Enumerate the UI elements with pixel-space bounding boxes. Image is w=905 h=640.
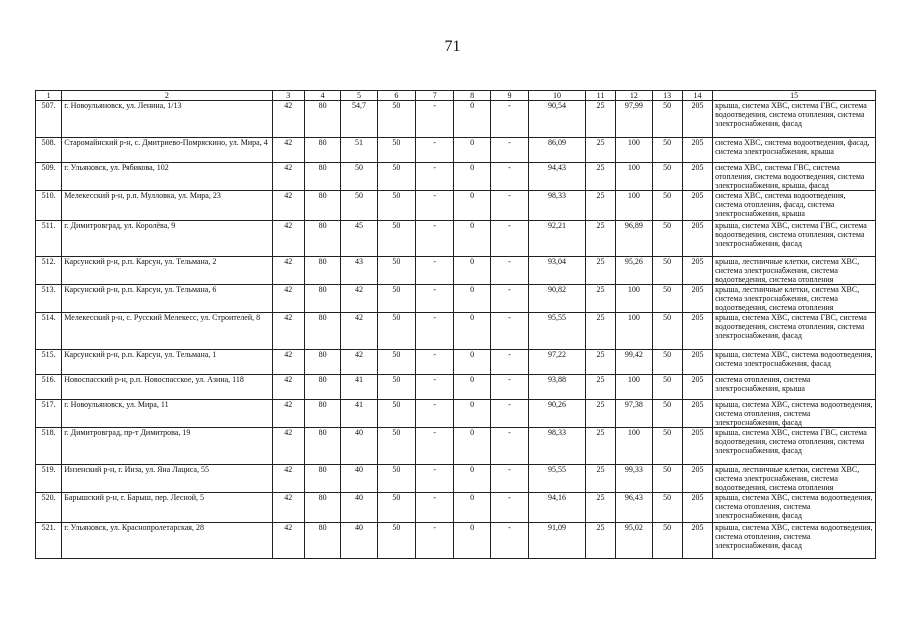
value-cell-c3: 42 xyxy=(272,191,304,221)
value-cell-c4: 80 xyxy=(304,191,340,221)
value-cell-c4: 80 xyxy=(304,138,340,163)
address-cell: г. Новоульяновск, ул. Мира, 11 xyxy=(62,400,272,428)
row-number: 507. xyxy=(36,101,62,138)
value-cell-c7: - xyxy=(416,313,454,350)
row-number: 512. xyxy=(36,257,62,285)
row-number: 517. xyxy=(36,400,62,428)
address-cell: Старомайнский р-н, с. Дмитриево-Помряскино, ул. Мира, 4 xyxy=(62,138,272,163)
value-cell-c10: 90,54 xyxy=(529,101,586,138)
value-cell-c10: 93,04 xyxy=(529,257,586,285)
value-cell-c4: 80 xyxy=(304,257,340,285)
value-cell-c4: 80 xyxy=(304,400,340,428)
value-cell-c6: 50 xyxy=(377,313,415,350)
value-cell-c9: - xyxy=(490,163,528,191)
row-number: 514. xyxy=(36,313,62,350)
value-cell-c9: - xyxy=(490,350,528,375)
value-cell-c3: 42 xyxy=(272,493,304,523)
value-cell-c10: 98,33 xyxy=(529,191,586,221)
value-cell-c13: 50 xyxy=(652,400,682,428)
column-header-9: 9 xyxy=(490,91,528,101)
value-cell-c5: 45 xyxy=(341,221,377,257)
value-cell-c4: 80 xyxy=(304,523,340,559)
value-cell-c11: 25 xyxy=(585,350,615,375)
value-cell-c9: - xyxy=(490,101,528,138)
value-cell-c14: 205 xyxy=(682,101,712,138)
column-header-5: 5 xyxy=(341,91,377,101)
value-cell-c10: 94,16 xyxy=(529,493,586,523)
value-cell-c7: - xyxy=(416,375,454,400)
value-cell-c6: 50 xyxy=(377,465,415,493)
value-cell-c5: 50 xyxy=(341,163,377,191)
value-cell-c10: 91,09 xyxy=(529,523,586,559)
value-cell-c3: 42 xyxy=(272,257,304,285)
value-cell-c5: 41 xyxy=(341,400,377,428)
column-header-6: 6 xyxy=(377,91,415,101)
value-cell-c13: 50 xyxy=(652,313,682,350)
value-cell-c13: 50 xyxy=(652,191,682,221)
column-header-13: 13 xyxy=(652,91,682,101)
value-cell-c5: 51 xyxy=(341,138,377,163)
value-cell-c9: - xyxy=(490,257,528,285)
value-cell-c8: 0 xyxy=(454,138,490,163)
value-cell-c14: 205 xyxy=(682,191,712,221)
value-cell-c11: 25 xyxy=(585,428,615,465)
value-cell-c12: 100 xyxy=(616,138,652,163)
table-row xyxy=(36,465,876,493)
table-row xyxy=(36,313,876,350)
value-cell-c6: 50 xyxy=(377,375,415,400)
works-cell: крыша, система ХВС, система водоотведения, система отопления, система электроснабжения, фасад xyxy=(713,400,876,428)
value-cell-c13: 50 xyxy=(652,350,682,375)
value-cell-c3: 42 xyxy=(272,428,304,465)
value-cell-c14: 205 xyxy=(682,257,712,285)
address-cell: Мелекесский р-н, с. Русский Мелекесс, ул. Строителей, 8 xyxy=(62,313,272,350)
value-cell-c11: 25 xyxy=(585,313,615,350)
works-cell: система ХВС, система водоотведения, система отопления, фасад, система электроснабжения, крыша xyxy=(713,191,876,221)
table-row xyxy=(36,101,876,138)
column-header-4: 4 xyxy=(304,91,340,101)
value-cell-c8: 0 xyxy=(454,285,490,313)
address-cell: Новоспасский р-н, р.п. Новоспасское, ул. Азина, 118 xyxy=(62,375,272,400)
value-cell-c11: 25 xyxy=(585,375,615,400)
value-cell-c8: 0 xyxy=(454,257,490,285)
column-header-1: 1 xyxy=(36,91,62,101)
column-header-8: 8 xyxy=(454,91,490,101)
value-cell-c4: 80 xyxy=(304,465,340,493)
value-cell-c6: 50 xyxy=(377,221,415,257)
value-cell-c6: 50 xyxy=(377,493,415,523)
value-cell-c7: - xyxy=(416,285,454,313)
value-cell-c11: 25 xyxy=(585,285,615,313)
row-number: 511. xyxy=(36,221,62,257)
address-cell: г. Димитровград, пр-т Димитрова, 19 xyxy=(62,428,272,465)
value-cell-c4: 80 xyxy=(304,350,340,375)
value-cell-c10: 92,21 xyxy=(529,221,586,257)
value-cell-c5: 42 xyxy=(341,285,377,313)
value-cell-c13: 50 xyxy=(652,523,682,559)
value-cell-c11: 25 xyxy=(585,493,615,523)
page-number: 71 xyxy=(444,38,461,55)
value-cell-c4: 80 xyxy=(304,493,340,523)
value-cell-c8: 0 xyxy=(454,163,490,191)
row-number: 518. xyxy=(36,428,62,465)
value-cell-c7: - xyxy=(416,191,454,221)
table-row xyxy=(36,523,876,559)
value-cell-c14: 205 xyxy=(682,465,712,493)
address-cell: г. Димитровград, ул. Королёва, 9 xyxy=(62,221,272,257)
register-table xyxy=(35,90,876,559)
value-cell-c5: 40 xyxy=(341,493,377,523)
row-number: 510. xyxy=(36,191,62,221)
value-cell-c11: 25 xyxy=(585,101,615,138)
row-number: 521. xyxy=(36,523,62,559)
value-cell-c11: 25 xyxy=(585,221,615,257)
value-cell-c7: - xyxy=(416,400,454,428)
table-row xyxy=(36,285,876,313)
address-cell: Барышский р-н, г. Барыш, пер. Лесной, 5 xyxy=(62,493,272,523)
table-row xyxy=(36,493,876,523)
value-cell-c10: 95,55 xyxy=(529,313,586,350)
column-header-7: 7 xyxy=(416,91,454,101)
row-number: 509. xyxy=(36,163,62,191)
value-cell-c10: 90,82 xyxy=(529,285,586,313)
value-cell-c12: 100 xyxy=(616,191,652,221)
works-cell: система отопления, система электроснабжения, крыша xyxy=(713,375,876,400)
value-cell-c14: 205 xyxy=(682,350,712,375)
value-cell-c6: 50 xyxy=(377,428,415,465)
value-cell-c4: 80 xyxy=(304,313,340,350)
works-cell: крыша, система ХВС, система ГВС, система водоотведения, система отопления, система электроснабжения, фасад xyxy=(713,221,876,257)
value-cell-c5: 42 xyxy=(341,313,377,350)
row-number: 508. xyxy=(36,138,62,163)
value-cell-c11: 25 xyxy=(585,257,615,285)
value-cell-c6: 50 xyxy=(377,285,415,313)
value-cell-c5: 54,7 xyxy=(341,101,377,138)
value-cell-c14: 205 xyxy=(682,375,712,400)
value-cell-c14: 205 xyxy=(682,428,712,465)
header-row xyxy=(36,91,876,101)
value-cell-c13: 50 xyxy=(652,465,682,493)
value-cell-c7: - xyxy=(416,138,454,163)
address-cell: Инзенский р-н, г. Инза, ул. Яна Лациса, 55 xyxy=(62,465,272,493)
value-cell-c11: 25 xyxy=(585,191,615,221)
value-cell-c6: 50 xyxy=(377,257,415,285)
column-header-14: 14 xyxy=(682,91,712,101)
value-cell-c7: - xyxy=(416,465,454,493)
value-cell-c14: 205 xyxy=(682,138,712,163)
value-cell-c8: 0 xyxy=(454,465,490,493)
value-cell-c12: 99,42 xyxy=(616,350,652,375)
value-cell-c5: 40 xyxy=(341,465,377,493)
column-header-15: 15 xyxy=(713,91,876,101)
value-cell-c12: 95,26 xyxy=(616,257,652,285)
value-cell-c12: 99,33 xyxy=(616,465,652,493)
value-cell-c9: - xyxy=(490,465,528,493)
value-cell-c13: 50 xyxy=(652,138,682,163)
value-cell-c8: 0 xyxy=(454,428,490,465)
value-cell-c3: 42 xyxy=(272,163,304,191)
address-cell: Карсунский р-н, р.п. Карсун, ул. Тельмана, 6 xyxy=(62,285,272,313)
value-cell-c9: - xyxy=(490,313,528,350)
address-cell: Мелекесский р-н, р.п. Мулловка, ул. Мира, 23 xyxy=(62,191,272,221)
column-header-10: 10 xyxy=(529,91,586,101)
value-cell-c7: - xyxy=(416,163,454,191)
value-cell-c6: 50 xyxy=(377,101,415,138)
address-cell: Карсунский р-н, р.п. Карсун, ул. Тельмана, 1 xyxy=(62,350,272,375)
table-row xyxy=(36,138,876,163)
value-cell-c6: 50 xyxy=(377,163,415,191)
value-cell-c14: 205 xyxy=(682,313,712,350)
value-cell-c4: 80 xyxy=(304,101,340,138)
value-cell-c12: 96,43 xyxy=(616,493,652,523)
value-cell-c10: 86,09 xyxy=(529,138,586,163)
address-cell: г. Ульяновск, ул. Краснопролетарская, 28 xyxy=(62,523,272,559)
value-cell-c9: - xyxy=(490,428,528,465)
value-cell-c8: 0 xyxy=(454,350,490,375)
value-cell-c3: 42 xyxy=(272,465,304,493)
address-cell: Карсунский р-н, р.п. Карсун, ул. Тельмана, 2 xyxy=(62,257,272,285)
value-cell-c9: - xyxy=(490,221,528,257)
value-cell-c9: - xyxy=(490,285,528,313)
works-cell: крыша, система ХВС, система ГВС, система водоотведения, система отопления, система электроснабжения, фасад xyxy=(713,428,876,465)
value-cell-c13: 50 xyxy=(652,428,682,465)
column-header-12: 12 xyxy=(616,91,652,101)
table-row xyxy=(36,400,876,428)
value-cell-c10: 90,26 xyxy=(529,400,586,428)
value-cell-c5: 40 xyxy=(341,428,377,465)
table-row xyxy=(36,163,876,191)
value-cell-c14: 205 xyxy=(682,400,712,428)
value-cell-c12: 100 xyxy=(616,375,652,400)
row-number: 519. xyxy=(36,465,62,493)
value-cell-c3: 42 xyxy=(272,523,304,559)
value-cell-c6: 50 xyxy=(377,400,415,428)
value-cell-c5: 41 xyxy=(341,375,377,400)
value-cell-c5: 50 xyxy=(341,191,377,221)
value-cell-c7: - xyxy=(416,257,454,285)
value-cell-c14: 205 xyxy=(682,523,712,559)
value-cell-c9: - xyxy=(490,523,528,559)
row-number: 513. xyxy=(36,285,62,313)
value-cell-c8: 0 xyxy=(454,101,490,138)
row-number: 520. xyxy=(36,493,62,523)
row-number: 515. xyxy=(36,350,62,375)
value-cell-c12: 100 xyxy=(616,428,652,465)
value-cell-c3: 42 xyxy=(272,350,304,375)
value-cell-c5: 42 xyxy=(341,350,377,375)
table-row xyxy=(36,375,876,400)
works-cell: система ХВС, система водоотведения, фасад, система электроснабжения, крыша xyxy=(713,138,876,163)
table-row xyxy=(36,428,876,465)
value-cell-c8: 0 xyxy=(454,375,490,400)
value-cell-c11: 25 xyxy=(585,523,615,559)
value-cell-c8: 0 xyxy=(454,313,490,350)
value-cell-c14: 205 xyxy=(682,221,712,257)
value-cell-c10: 97,22 xyxy=(529,350,586,375)
value-cell-c10: 93,88 xyxy=(529,375,586,400)
value-cell-c6: 50 xyxy=(377,191,415,221)
value-cell-c9: - xyxy=(490,375,528,400)
value-cell-c12: 97,38 xyxy=(616,400,652,428)
value-cell-c9: - xyxy=(490,400,528,428)
value-cell-c3: 42 xyxy=(272,313,304,350)
table-row xyxy=(36,350,876,375)
column-header-11: 11 xyxy=(585,91,615,101)
value-cell-c13: 50 xyxy=(652,101,682,138)
value-cell-c11: 25 xyxy=(585,400,615,428)
value-cell-c7: - xyxy=(416,493,454,523)
value-cell-c10: 98,33 xyxy=(529,428,586,465)
value-cell-c10: 94,43 xyxy=(529,163,586,191)
value-cell-c3: 42 xyxy=(272,101,304,138)
row-number: 516. xyxy=(36,375,62,400)
works-cell: крыша, система ХВС, система ГВС, система водоотведения, система отопления, система электроснабжения, фасад xyxy=(713,313,876,350)
value-cell-c8: 0 xyxy=(454,191,490,221)
value-cell-c12: 96,89 xyxy=(616,221,652,257)
table-header xyxy=(36,91,876,101)
value-cell-c13: 50 xyxy=(652,375,682,400)
value-cell-c10: 95,55 xyxy=(529,465,586,493)
value-cell-c4: 80 xyxy=(304,428,340,465)
value-cell-c4: 80 xyxy=(304,285,340,313)
value-cell-c5: 40 xyxy=(341,523,377,559)
value-cell-c9: - xyxy=(490,138,528,163)
value-cell-c7: - xyxy=(416,221,454,257)
value-cell-c4: 80 xyxy=(304,221,340,257)
table-row xyxy=(36,191,876,221)
value-cell-c3: 42 xyxy=(272,375,304,400)
value-cell-c6: 50 xyxy=(377,138,415,163)
works-cell: крыша, система ХВС, система водоотведения, система отопления, система электроснабжения, фасад xyxy=(713,493,876,523)
works-cell: крыша, лестничные клетки, система ХВС, система электроснабжения, система водоотведения, система отопления xyxy=(713,465,876,493)
value-cell-c13: 50 xyxy=(652,493,682,523)
value-cell-c7: - xyxy=(416,523,454,559)
value-cell-c7: - xyxy=(416,350,454,375)
works-cell: система ХВС, система ГВС, система отопления, система водоотведения, система электроснабжения, крыша, фасад xyxy=(713,163,876,191)
address-cell: г. Ульяновск, ул. Рябикова, 102 xyxy=(62,163,272,191)
works-cell: крыша, лестничные клетки, система ХВС, система электроснабжения, система водоотведения, система отопления xyxy=(713,257,876,285)
value-cell-c11: 25 xyxy=(585,465,615,493)
table-row xyxy=(36,257,876,285)
works-cell: крыша, система ХВС, система ГВС, система водоотведения, система отопления, система электроснабжения, фасад xyxy=(713,101,876,138)
value-cell-c13: 50 xyxy=(652,257,682,285)
value-cell-c13: 50 xyxy=(652,285,682,313)
address-cell: г. Новоульяновск, ул. Ленина, 1/13 xyxy=(62,101,272,138)
column-header-3: 3 xyxy=(272,91,304,101)
works-cell: крыша, система ХВС, система водоотведения, система отопления, система электроснабжения, фасад xyxy=(713,523,876,559)
value-cell-c6: 50 xyxy=(377,350,415,375)
value-cell-c6: 50 xyxy=(377,523,415,559)
value-cell-c7: - xyxy=(416,101,454,138)
value-cell-c3: 42 xyxy=(272,400,304,428)
value-cell-c8: 0 xyxy=(454,523,490,559)
value-cell-c12: 97,99 xyxy=(616,101,652,138)
value-cell-c14: 205 xyxy=(682,493,712,523)
works-cell: крыша, лестничные клетки, система ХВС, система электроснабжения, система водоотведения, система отопления xyxy=(713,285,876,313)
works-cell: крыша, система ХВС, система водоотведения, система электроснабжения, фасад xyxy=(713,350,876,375)
value-cell-c12: 100 xyxy=(616,313,652,350)
value-cell-c9: - xyxy=(490,191,528,221)
value-cell-c5: 43 xyxy=(341,257,377,285)
table-body xyxy=(36,101,876,559)
value-cell-c12: 95,02 xyxy=(616,523,652,559)
value-cell-c7: - xyxy=(416,428,454,465)
value-cell-c11: 25 xyxy=(585,163,615,191)
value-cell-c12: 100 xyxy=(616,285,652,313)
value-cell-c8: 0 xyxy=(454,400,490,428)
value-cell-c3: 42 xyxy=(272,138,304,163)
column-header-2: 2 xyxy=(62,91,272,101)
value-cell-c14: 205 xyxy=(682,163,712,191)
value-cell-c9: - xyxy=(490,493,528,523)
value-cell-c4: 80 xyxy=(304,163,340,191)
value-cell-c13: 50 xyxy=(652,163,682,191)
value-cell-c13: 50 xyxy=(652,221,682,257)
value-cell-c3: 42 xyxy=(272,285,304,313)
value-cell-c11: 25 xyxy=(585,138,615,163)
value-cell-c14: 205 xyxy=(682,285,712,313)
value-cell-c3: 42 xyxy=(272,221,304,257)
value-cell-c4: 80 xyxy=(304,375,340,400)
value-cell-c8: 0 xyxy=(454,493,490,523)
value-cell-c12: 100 xyxy=(616,163,652,191)
value-cell-c8: 0 xyxy=(454,221,490,257)
table-row xyxy=(36,221,876,257)
